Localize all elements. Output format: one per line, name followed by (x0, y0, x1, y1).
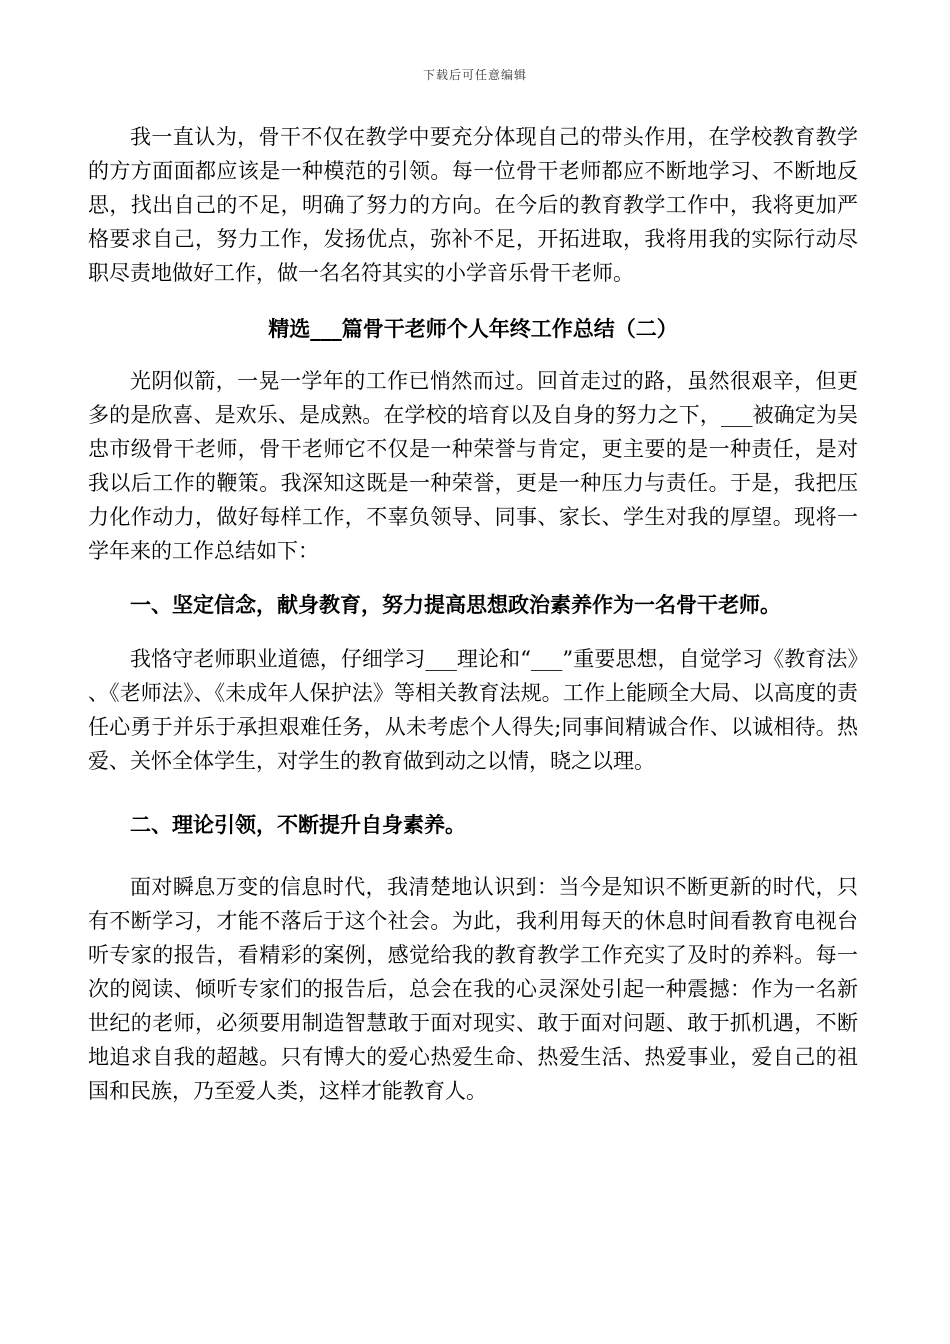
heading-one: 一、坚定信念，献身教育，努力提高思想政治素养作为一名骨干老师。 (130, 592, 781, 617)
heading-two: 二、理论引领，不断提升自身素养。 (130, 812, 466, 837)
paragraph-ethics: 我恪守老师职业道德，仔细学习___理论和“___”重要思想，自觉学习《教育法》、《老师法》、《未成年人保护法》等相关教育法规。工作上能顾全大局、以高度的责任心勇于并乐于承担艰难任务，从未考虑个人得失;同事间精诚合作、以诚相待。热爱、关怀全体学生，对学生的教育做到动之以情，晓之以理。 (88, 647, 858, 773)
paragraph-learning: 面对瞬息万变的信息时代，我清楚地认识到：当今是知识不断更新的时代，只有不断学习，才能不落后于这个社会。为此，我利用每天的休息时间看教育电视台听专家的报告，看精彩的案例，感觉给我的教育教学工作充实了及时的养料。每一次的阅读、倾听专家们的报告后，总会在我的心灵深处引起一种震撼：作为一名新世纪的老师，必须要用制造智慧敢于面对现实、敢于面对问题、敢于抓机遇，不断地追求自我的超越。只有博大的爱心热爱生命、热爱生活、热爱事业，爱自己的祖国和民族，乃至爱人类，这样才能教育人。 (88, 875, 858, 1103)
paragraph-summary: 光阴似箭，一晃一学年的工作已悄然而过。回首走过的路，虽然很艰辛，但更多的是欣喜、是欢乐、是成熟。在学校的培育以及自身的努力之下，___被确定为吴忠市级骨干老师，骨干老师它不仅是一种荣誉与肯定，更主要的是一种责任，是对我以后工作的鞭策。我深知这既是一种荣誉，更是一种压力与责任。于是，我把压力化作动力，做好每样工作，不辜负领导、同事、家长、学生对我的厚望。现将一学年来的工作总结如下： (88, 369, 858, 563)
section-title: 精选___篇骨干老师个人年终工作总结（二） (268, 316, 678, 341)
paragraph-intro: 我一直认为，骨干不仅在教学中要充分体现自己的带头作用，在学校教育教学的方方面面都应该是一种模范的引领。每一位骨干老师都应不断地学习、不断地反思，找出自己的不足，明确了努力的方向。在今后的教育教学工作中，我将更加严格要求自己，努力工作，发扬优点，弥补不足，开拓进取，我将用我的实际行动尽职尽责地做好工作，做一名名符其实的小学音乐骨干老师。 (88, 125, 858, 285)
header-note: 下载后可任意编辑 (422, 68, 527, 82)
document-body (88, 120, 858, 1108)
